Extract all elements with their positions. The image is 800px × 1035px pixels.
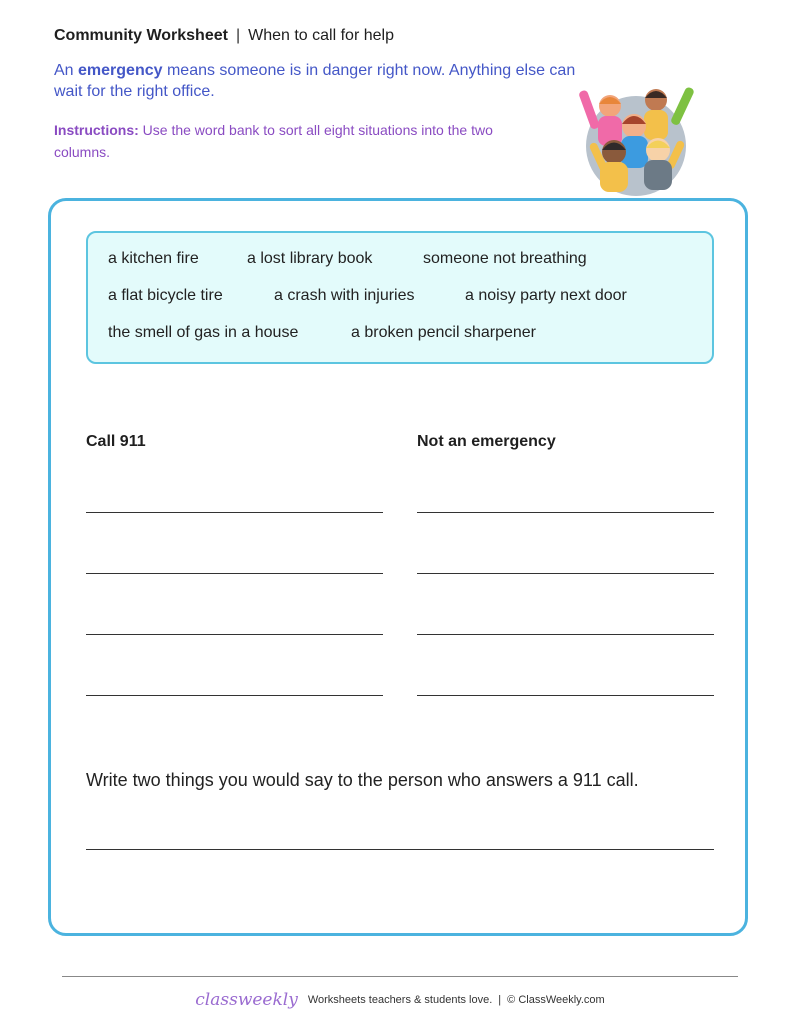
worksheet-subtitle: When to call for help [248, 27, 394, 44]
worksheet-header [54, 27, 394, 45]
instructions-label: Instructions: [54, 122, 139, 138]
worksheet-title: Community Worksheet [54, 27, 228, 44]
word-bank-item: a kitchen fire [108, 250, 199, 267]
answer-line-question[interactable] [86, 849, 714, 850]
written-question: Write two things you would say to the person who answers a 911 call. [86, 770, 639, 790]
cheering-people-illustration [578, 78, 694, 196]
answer-line-not-emergency[interactable] [417, 634, 714, 635]
answer-line-call-911[interactable] [86, 695, 383, 696]
word-bank-item: a lost library book [247, 250, 373, 267]
footer [0, 990, 800, 1010]
answer-line-not-emergency[interactable] [417, 573, 714, 574]
footer-tagline: Worksheets teachers & students love. [307, 994, 493, 1006]
instructions-text: Use the word bank to sort all eight situations into the two columns. [54, 122, 493, 160]
word-bank-item: a flat bicycle tire [108, 287, 223, 304]
word-bank-item: a broken pencil sharpener [351, 324, 537, 341]
column-heading-call-911: Call 911 [86, 433, 146, 450]
column-heading-not-emergency: Not an emergency [417, 433, 556, 450]
instructions [54, 119, 534, 163]
word-bank-item: someone not breathing [423, 250, 587, 267]
footer-copyright: © ClassWeekly.com [507, 994, 605, 1006]
header-separator: | [235, 27, 241, 44]
word-bank-item: the smell of gas in a house [108, 324, 299, 341]
word-bank-item: a crash with injuries [274, 287, 415, 304]
answer-line-call-911[interactable] [86, 634, 383, 635]
brand-logo: classweekly [195, 990, 298, 1010]
intro-emphasis: emergency [78, 62, 163, 79]
answer-line-call-911[interactable] [86, 573, 383, 574]
answer-line-not-emergency[interactable] [417, 512, 714, 513]
word-bank-item: a noisy party next door [465, 287, 627, 304]
answer-line-not-emergency[interactable] [417, 695, 714, 696]
intro-rest: means someone is in danger right now. Anything else can wait for the right office. [54, 62, 576, 100]
answer-line-call-911[interactable] [86, 512, 383, 513]
intro-prefix: An [54, 62, 79, 79]
intro-text [54, 60, 584, 102]
footer-divider [62, 976, 738, 977]
footer-separator: | [498, 994, 502, 1006]
